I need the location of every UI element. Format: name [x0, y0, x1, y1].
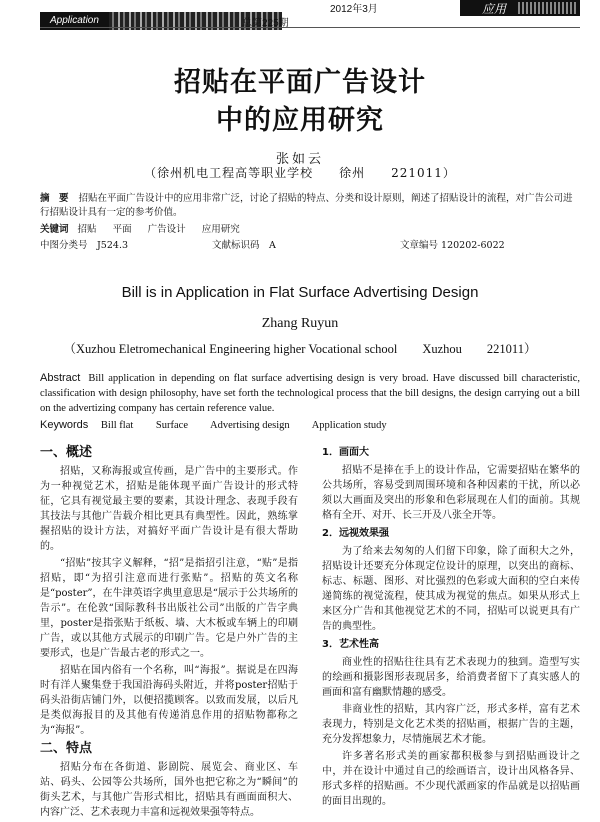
section-heading: 一、概述	[40, 445, 93, 460]
issue-date: 2012年3月	[330, 4, 378, 15]
header-decorative-band-right	[516, 2, 576, 14]
keywords-en	[40, 419, 407, 431]
keyword-cn: 应用研究	[201, 224, 240, 235]
abstract-cn-label: 摘 要	[40, 193, 69, 204]
issue-number: 总第225期	[242, 18, 289, 29]
keyword-en: Surface	[155, 420, 188, 431]
affiliation-cn: （徐州机电工程高等职业学校 徐州 221011）	[144, 166, 456, 180]
keywords-en-label: Keywords	[40, 419, 89, 431]
abstract-cn	[40, 192, 580, 220]
keyword-en: Advertising design	[210, 420, 290, 431]
clc-number: 中图分类号 J524.3	[40, 240, 129, 251]
keyword-en: Bill flat	[100, 420, 134, 431]
author-en: Zhang Ruyun	[261, 316, 339, 331]
affiliation-en: （Xuzhou Eletromechanical Engineering higher Vocational school Xuzhou 221011）	[63, 342, 537, 356]
keywords-cn	[40, 221, 253, 235]
article-number: 文章编号 120202-6022	[400, 240, 505, 251]
keywords-cn-label: 关键词	[40, 224, 69, 235]
title-en: Bill is in Application in Flat Surface Advertising Design	[121, 284, 479, 301]
title-line-2: 中的应用研究	[216, 105, 384, 136]
keyword-en: Application study	[311, 420, 387, 431]
paragraph: 商业性的招贴往往具有艺术表现力的独到。造型写实的绘画和摄影图形表现居多，给消费者留下了真实感人的画面和富有幽默情趣的感受。	[322, 657, 580, 698]
paragraph: 许多著名形式美的画家都积极参与到招贴画设计之中，并在设计中通过自己的绘画语言，设计出风格各异、形式多样的招贴画。不少现代派画家的作品就是以招贴画的面目出现的。	[322, 751, 580, 807]
subsection-heading: 1．画面大	[322, 447, 369, 458]
author-cn: 张如云	[275, 152, 324, 167]
keyword-cn: 平面	[112, 224, 132, 235]
paragraph: 为了给来去匆匆的人们留下印象，除了面积大之外，招贴设计还要充分体现定位设计的原理，以突出的商标、标志、标题、图形、对比强烈的色彩或大面积的空白来传递简练的视觉流程，使其成为视觉的焦点。如果从形式上来区分广告和其他视觉艺术的不同，招贴可以说更具有广告的典型性。	[322, 546, 580, 632]
paragraph: 招贴，又称海报或宣传画，是广告中的主要形式。作为一种视觉艺术，招贴是能体现平面广告设计的形式特征，它具有视觉最主要的要素，其设计理念、表现手段有其技法与其他广告载介相比更具有典型性。因此，熟练掌握招贴的设计方法，对搞好平面广告设计是有很大帮助的。	[40, 466, 298, 552]
paragraph: 非商业性的招贴，其内容广泛，形式多样，富有艺术表现力，特别是文化艺术类的招贴画，根据广告的主题，充分发挥想象力，尽情施展艺术才能。	[322, 704, 580, 745]
header-rule	[40, 27, 580, 28]
title-line-1: 招贴在平面广告设计	[174, 67, 426, 98]
section-label-right: 应用	[482, 1, 507, 16]
paragraph: 招贴不是捧在手上的设计作品，它需要招贴在繁华的公共场所，容易受到周围环境和各种因素的干扰，所以必须以大画面及突出的形象和色彩展现在人们的面前。其规格有全开、对开、长三开及八张全开等。	[322, 465, 580, 521]
subsection-heading: 3．艺术性高	[322, 639, 379, 650]
keyword-cn: 广告设计	[147, 224, 186, 235]
keyword-cn: 招贴	[77, 224, 97, 235]
running-header-right	[460, 0, 580, 16]
abstract-en-text: Bill application in depending on flat surface advertising design is very broad. Have discussed bill characteristic, classification with design philosophy, have set forth the technological process that the bill designs, the design carrying out a bill on the advertizing company has certain reference value.	[40, 373, 580, 414]
subsection-heading: 2．远视效果强	[322, 528, 389, 539]
abstract-cn-text: 招贴在平面广告设计中的应用非常广泛，讨论了招贴的特点、分类和设计原则，阐述了招贴设计的流程，对广告公司进行招贴设计具有一定的参考价值。	[40, 193, 573, 218]
document-code: 文献标识码 A	[212, 240, 276, 251]
section-tag: Application	[40, 12, 109, 30]
section-heading: 二、特点	[40, 741, 93, 756]
body-column-right	[322, 442, 580, 811]
paragraph: 招贴分布在各街道、影剧院、展览会、商业区、车站、码头、公园等公共场所，国外也把它称之为“瞬间”的街头艺术，与其他广告形式相比，招贴具有画面面积大、内容广泛、艺术表现力丰富和远视效果强等特点。	[40, 762, 298, 818]
paragraph: 招贴在国内俗有一个名称，叫“海报”。据说是在四海时有洋人聚集登于我国沿海码头附近，并将poster招贴于码头沿街店铺门外，以便招揽顾客。以致而发展，以后凡是类似海报目的及其他有传递消息作用的招贴物都称之为“海报”。	[40, 665, 298, 736]
abstract-en-label: Abstract	[40, 372, 81, 384]
body-column-left	[40, 442, 298, 822]
paragraph: “招贴”按其字义解释，“招”是指招引注意，“贴”是指招贴，即“为招引注意而进行张贴”。招贴的英文名称是“poster”，在牛津英语字典里意思是“展示于公共场所的告示”。在伦敦“国际教科书出版社公司”出版的广告字典里，poster是指张贴于纸板、墙、大木板或车辆上的印刷广告，或以其他方式展示的印刷广告。它是户外广告的主要形式，也是广告最古老的形式之一。	[40, 558, 298, 659]
abstract-en	[40, 371, 580, 416]
